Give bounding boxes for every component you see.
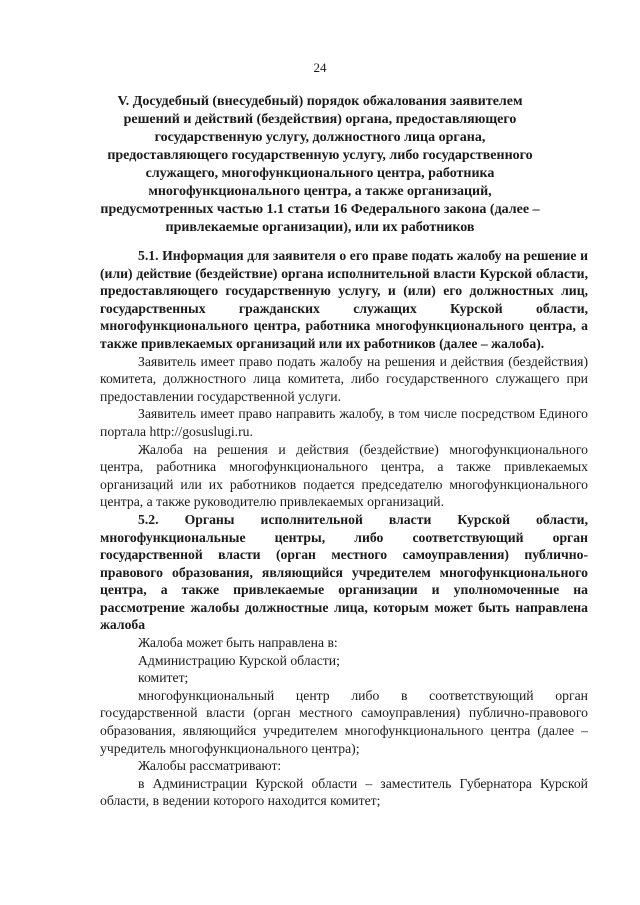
page-number: 24 bbox=[313, 60, 327, 75]
list-item-deputy-governor: в Администрации Курской области – заместитель Губернатора Курской области, в ведении которого находится комитет; bbox=[100, 775, 588, 809]
paragraph-portal-appeal: Заявитель имеет право направить жалобу, в том числе посредством Единого портала http://gosuslugi.ru. bbox=[100, 406, 588, 439]
paragraph-5-2-title: 5.2. Органы исполнительной власти Курской области, многофункциональные центры, либо соответствующий орган государственной власти (орган местного самоуправления) публично-правового образования, являющийся учредителем многофункционального центра, а также привлекаемые организации и уполномоченные на рассмотрение жалобы должностные лица, которым может быть направлена жалоба bbox=[100, 511, 588, 633]
paragraph-appeal-right: Заявитель имеет право подать жалобу на решения и действия (бездействия) комитета, должностного лица комитета, либо государственного служащего при предоставлении государственной услуги. bbox=[100, 353, 588, 404]
paragraph-complaints-reviewed: Жалобы рассматривают: bbox=[138, 758, 282, 774]
paragraph-mfc-complaint: Жалоба на решения и действия (бездействие) многофункционального центра, работника многофункционального центра, а также привлекаемых организаций или их работников подается председателю многофункционального центра, а также руководителю привлекаемых организаций. bbox=[100, 441, 588, 510]
document-body bbox=[100, 247, 588, 810]
paragraph-5-1-title: 5.1. Информация для заявителя о его праве подать жалобу на решение и (или) действие (бездействие) органа исполнительной власти Курской области, предоставляющего государственную услугу, и (или) его должностных лиц, государственных гражданских служащих Курской области, многофункционального центра, работника многофункционального центра, а также привлекаемых организаций или их работников (далее – жалоба). bbox=[100, 248, 588, 351]
list-item-administration: Администрацию Курской области; bbox=[138, 652, 340, 668]
paragraph-complaint-directed: Жалоба может быть направлена в: bbox=[138, 635, 338, 651]
section-heading: V. Досудебный (внесудебный) порядок обжалования заявителем решений и действий (бездействия) органа, предоставляющего государственную услугу, должностного лица органа, предоставляющего государственную услугу, либо государственного служащего, многофункционального центра, работника многофункционального центра, а также организаций, предусмотренных частью 1.1 статьи 16 Федерального закона (далее – привлекаемые организации), или их работников bbox=[100, 94, 540, 235]
list-item-committee: комитет; bbox=[138, 670, 189, 686]
list-item-mfc: многофункциональный центр либо в соответствующий орган государственной власти (орган местного самоуправления) публично-правового образования, являющийся учредителем многофункционального центра (далее – учредитель многофункционального центра); bbox=[100, 687, 588, 756]
